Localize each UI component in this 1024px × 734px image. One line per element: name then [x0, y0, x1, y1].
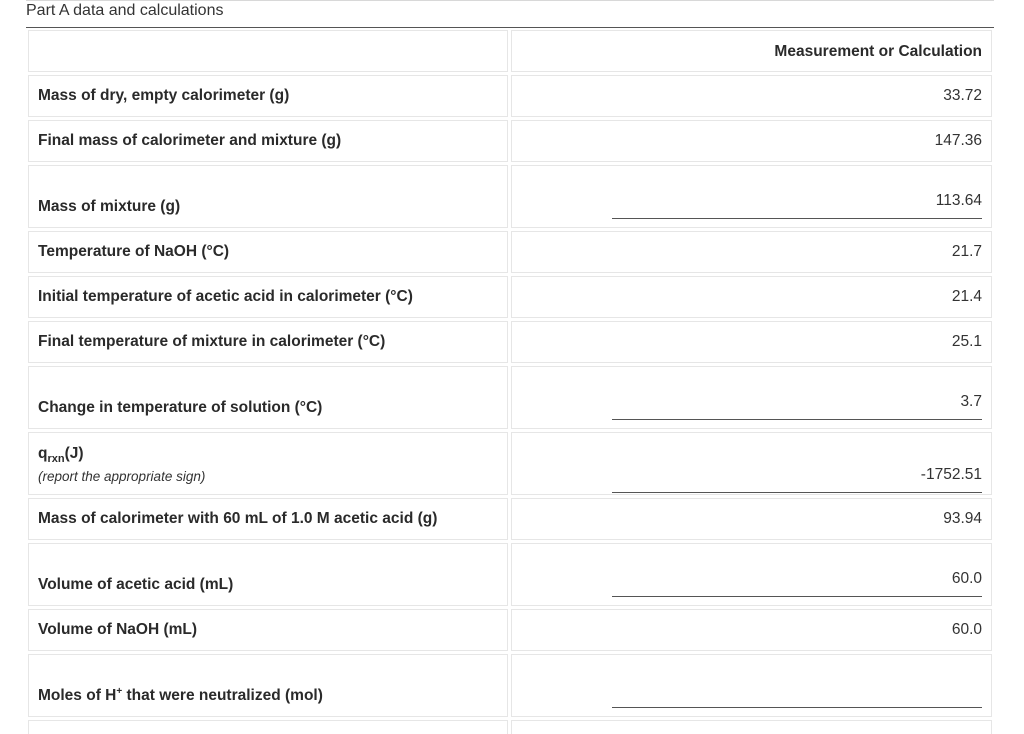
row-label-cell [28, 609, 508, 651]
row-label-cell [28, 543, 508, 606]
table-row [28, 75, 992, 117]
row-label: Final mass of calorimeter and mixture (g) [38, 132, 342, 149]
row-value: 21.4 [951, 288, 982, 305]
header-col2-label: Measurement or Calculation [774, 43, 982, 60]
field-value[interactable]: 3.7 [960, 393, 982, 410]
row-label: Mass of mixture (g) [38, 198, 181, 215]
row-label: Volume of acetic acid (mL) [38, 576, 234, 593]
q-symbol: q [38, 445, 48, 462]
row-label-cell [28, 75, 508, 117]
table-row [28, 165, 992, 228]
row-value-cell [511, 498, 992, 540]
q-rxn-field[interactable] [511, 432, 992, 495]
row-label-cell [28, 498, 508, 540]
table-row [28, 543, 992, 606]
row-value: 60.0 [951, 621, 982, 638]
row-value: 21.7 [951, 243, 982, 260]
table-row-partial [28, 720, 992, 734]
row-label-cell [28, 321, 508, 363]
section-divider [26, 27, 994, 28]
field-value[interactable]: -1752.51 [920, 466, 982, 483]
row-label: Change in temperature of solution (°C) [38, 399, 323, 416]
moles-h-label [38, 687, 323, 705]
table-row [28, 366, 992, 429]
row-value-cell [511, 720, 992, 734]
change-in-temperature-field[interactable] [511, 366, 992, 429]
row-value-cell [511, 609, 992, 651]
header-cell-blank [28, 30, 508, 72]
row-value-cell [511, 120, 992, 162]
row-label-cell [28, 432, 508, 495]
top-divider [26, 0, 994, 1]
moles-h-label-post: that were neutralized (mol) [122, 687, 323, 704]
table-row [28, 321, 992, 363]
table-row [28, 609, 992, 651]
field-underline [612, 707, 982, 708]
table-header-row [28, 30, 992, 72]
table-row [28, 498, 992, 540]
field-underline [612, 419, 982, 420]
row-label-cell [28, 366, 508, 429]
table-row [28, 654, 992, 717]
row-value-cell [511, 231, 992, 273]
row-label-cell [28, 654, 508, 717]
row-value: 25.1 [951, 333, 982, 350]
sign-note: (report the appropriate sign) [38, 469, 206, 484]
row-value-cell [511, 276, 992, 318]
row-label-cell [28, 120, 508, 162]
field-value[interactable]: 60.0 [951, 570, 982, 587]
row-label: Mass of dry, empty calorimeter (g) [38, 87, 290, 104]
volume-acetic-acid-field[interactable] [511, 543, 992, 606]
field-underline [612, 218, 982, 219]
field-underline [612, 596, 982, 597]
row-value: 93.94 [943, 510, 982, 527]
q-unit: (J) [64, 445, 84, 462]
field-value[interactable]: 113.64 [935, 192, 982, 209]
row-label: Volume of NaOH (mL) [38, 621, 198, 638]
q-rxn-label [38, 445, 84, 463]
mass-of-mixture-field[interactable] [511, 165, 992, 228]
table-row [28, 120, 992, 162]
h-plus-superscript: + [116, 686, 123, 697]
row-value: 33.72 [943, 87, 982, 104]
q-subscript: rxn [47, 453, 65, 465]
row-label-cell [28, 231, 508, 273]
row-value-cell [511, 321, 992, 363]
table-row [28, 276, 992, 318]
row-label-cell [28, 165, 508, 228]
field-underline [612, 492, 982, 493]
row-label: Final temperature of mixture in calorimeter (°C) [38, 333, 386, 350]
row-label-cell [28, 720, 508, 734]
row-label: Initial temperature of acetic acid in calorimeter (°C) [38, 288, 413, 305]
row-value: 147.36 [934, 132, 982, 149]
row-label-cell [28, 276, 508, 318]
header-cell-measurement [511, 30, 992, 72]
section-title: Part A data and calculations [26, 2, 224, 19]
data-table [28, 30, 992, 734]
moles-h-label-pre: Moles of H [38, 687, 117, 704]
row-value-cell [511, 75, 992, 117]
row-label: Temperature of NaOH (°C) [38, 243, 230, 260]
table-row [28, 432, 992, 495]
moles-h-neutralized-field[interactable] [511, 654, 992, 717]
row-label: Mass of calorimeter with 60 mL of 1.0 M acetic acid (g) [38, 510, 438, 527]
table-row [28, 231, 992, 273]
